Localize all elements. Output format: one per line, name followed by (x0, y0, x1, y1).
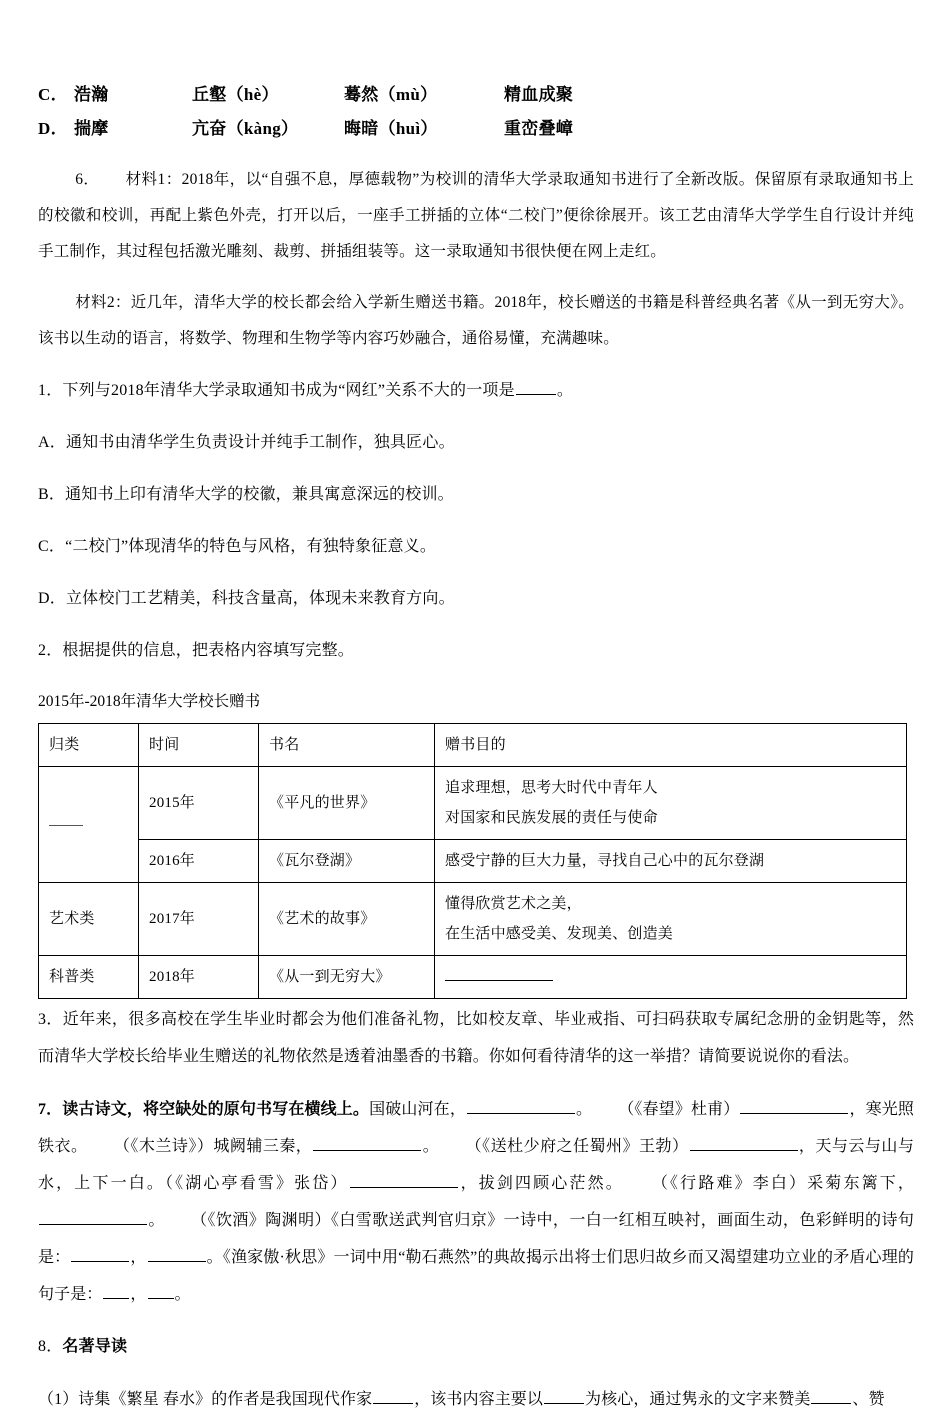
goal-line: 懂得欣赏艺术之美， (445, 896, 582, 912)
option-c-col3: 蓦然（mù） (344, 85, 438, 104)
option-d-col3: 晦暗（huì） (344, 119, 438, 138)
table-row (39, 883, 907, 956)
fill-in-blank[interactable] (148, 1247, 206, 1262)
inline-text: 为核心，通过隽永的文字来赞美 (585, 1391, 811, 1408)
fill-in-blank[interactable] (71, 1247, 129, 1262)
inline-text: 国破山河在， (369, 1101, 466, 1118)
table-row (39, 840, 907, 883)
inline-text: ， (130, 1249, 147, 1266)
goal-line: 对国家和民族发展的责任与使命 (445, 810, 658, 826)
q6-material-2 (38, 285, 914, 357)
q6-choice-a-label: A． (38, 434, 66, 451)
q6-sub1-answer-blank[interactable] (516, 380, 556, 395)
fill-in-blank[interactable] (313, 1136, 421, 1151)
q6-sub2-stem: 2．根据提供的信息，把表格内容填写完整。 (38, 642, 355, 659)
fill-in-blank[interactable] (373, 1389, 413, 1404)
inline-text: （《行路难》李白）采菊东篱下， (649, 1175, 914, 1192)
option-d-col1: 揣摩 (74, 119, 109, 138)
inline-text: （1）诗集《繁星 春水》的作者是我国现代作家 (38, 1391, 373, 1408)
table-cell-goal-blank[interactable] (435, 956, 907, 999)
q8-sub1 (38, 1381, 914, 1418)
gift-table-caption: 2015年-2018年清华大学校长赠书 (38, 693, 261, 710)
q6-material-1-text: 材料1：2018年，以“自强不息，厚德载物”为校训的清华大学录取通知书进行了全新改版。保留原有录取通知书上的校徽和校训，再配上紫色外壳，打开以后，一座手工拼插的立体“二校门”便徐徐展开。该工艺由清华大学学生自行设计并纯手工制作，其过程包括激光雕刻、裁剪、拼插组装等。这一录取通知书很快便在网上走红。 (38, 170, 914, 260)
q6-sub1-choice-c (38, 529, 914, 565)
table-row (39, 956, 907, 999)
inline-text: （《春望》杜甫） (618, 1101, 740, 1118)
option-d-col4: 重峦叠嶂 (504, 119, 574, 138)
fill-in-blank[interactable] (811, 1389, 851, 1404)
inline-text: ，该书内容主要以 (414, 1391, 544, 1408)
table-cell-book: 《艺术的故事》 (259, 883, 435, 956)
option-d-label: D． (38, 119, 68, 138)
q6-choice-d-text: 立体校门工艺精美，科技含量高，体现未来教育方向。 (65, 590, 455, 607)
option-c-col2: 丘壑（hè） (192, 85, 279, 104)
inline-text: （《饮酒》陶渊明）《白雪歌送武判官归京》一诗中，一白一红相互映衬，画面生动，色彩鲜明的诗句是： (38, 1212, 914, 1266)
option-c-label: C． (38, 85, 68, 104)
table-row (39, 767, 907, 840)
q8-sub1-segments (38, 1391, 885, 1408)
options-block (38, 78, 914, 146)
category-blank-underline (49, 825, 83, 826)
table-cell-time: 2018年 (139, 956, 259, 999)
q6-sub1-choice-d (38, 581, 914, 617)
inline-text: 。 (575, 1101, 593, 1118)
table-cell-goal: 感受宁静的巨大力量，寻找自己心中的瓦尔登湖 (435, 840, 907, 883)
inline-text: 。 (148, 1212, 165, 1229)
table-cell-category: 艺术类 (39, 883, 139, 956)
fill-in-blank[interactable] (467, 1099, 575, 1114)
inline-text: ，寒光照铁衣。 (38, 1101, 914, 1155)
fill-in-blank[interactable] (740, 1099, 848, 1114)
q8-title: 名著导读 (62, 1338, 128, 1355)
table-cell-time: 2016年 (139, 840, 259, 883)
q6-choice-c-text: “二校门”体现清华的特色与风格，有独特象征意义。 (65, 538, 437, 555)
table-cell-time: 2015年 (139, 767, 259, 840)
goal-line: 追求理想，思考大时代中青年人 (445, 780, 658, 796)
table-header-time: 时间 (139, 724, 259, 767)
q8-number: 8． (38, 1338, 63, 1355)
q7-title: 读古诗文，将空缺处的原句书写在横线上。 (62, 1101, 370, 1118)
table-cell-category-blank[interactable] (39, 767, 139, 883)
q6-choice-b-label: B． (38, 486, 66, 503)
table-header-goal: 赠书目的 (435, 724, 907, 767)
inline-text: ，天与云与山与水，上下一白。（《湖心亭看雪》张岱） (38, 1138, 914, 1192)
q7-number: 7． (38, 1101, 63, 1118)
q7-body (38, 1091, 914, 1313)
fill-in-blank[interactable] (148, 1284, 174, 1299)
table-cell-goal (435, 883, 907, 956)
question-8 (38, 1329, 914, 1418)
fill-in-blank[interactable] (690, 1136, 798, 1151)
option-row-d (38, 112, 914, 146)
fill-in-blank[interactable] (39, 1210, 147, 1225)
q6-material-2-text: 材料2：近几年，清华大学的校长都会给入学新生赠送书籍。2018年，校长赠送的书籍是科普经典名著《从一到无穷大》。该书以生动的语言，将数学、物理和生物学等内容巧妙融合，通俗易懂，充满趣味。 (38, 294, 914, 347)
table-header-book: 书名 (259, 724, 435, 767)
table-cell-book: 《从一到无穷大》 (259, 956, 435, 999)
goal-line: 在生活中感受美、发现美、创造美 (445, 926, 674, 942)
option-c-col1: 浩瀚 (74, 85, 109, 104)
q6-sub1-choice-a (38, 425, 914, 461)
inline-text: 、赞 (852, 1391, 885, 1408)
q6-material-1 (38, 162, 914, 270)
table-cell-category: 科普类 (39, 956, 139, 999)
fill-in-blank[interactable] (544, 1389, 584, 1404)
inline-text: 。 (422, 1138, 440, 1155)
fill-in-blank[interactable] (103, 1284, 129, 1299)
option-c-col4: 精血成聚 (504, 85, 574, 104)
table-header-row (39, 724, 907, 767)
q7-segments (38, 1101, 914, 1303)
q6-choice-a-text: 通知书由清华学生负责设计并纯手工制作，独具匠心。 (65, 434, 455, 451)
inline-text: （《送杜少府之任蜀州》王勃） (465, 1138, 689, 1155)
q6-sub1-choice-b (38, 477, 914, 513)
q6-sub3: 3．近年来，很多高校在学生毕业时都会为他们准备礼物，比如校友章、毕业戒指、可扫码获取专属纪念册的金钥匙等，然而清华大学校长给毕业生赠送的礼物依然是透着油墨香的书籍。你如何看待清华的这一举措？请简要说说你的看法。 (38, 1011, 914, 1065)
q6-choice-b-text: 通知书上印有清华大学的校徽，兼具寓意深远的校训。 (65, 486, 454, 503)
question-7 (38, 1091, 914, 1313)
option-d-col2: 亢奋（kàng） (192, 119, 299, 138)
q6-sub1-stem-before: 1．下列与2018年清华大学录取通知书成为“网红”关系不大的一项是 (38, 382, 515, 399)
question-6 (38, 162, 914, 1076)
inline-text: ，拔剑四顾心茫然。 (458, 1175, 624, 1192)
q6-sub1-stem-after: 。 (556, 382, 574, 399)
q6-number: 6． (75, 170, 100, 188)
table-cell-book: 《平凡的世界》 (259, 767, 435, 840)
q6-choice-d-label: D． (38, 590, 66, 607)
inline-text: （《木兰诗》）城阙辅三秦， (113, 1138, 313, 1155)
q6-sub1-stem (38, 373, 914, 409)
q6-choice-c-label: C． (38, 538, 66, 555)
option-row-c (38, 78, 914, 112)
inline-text: ， (130, 1286, 147, 1303)
inline-text: 。 (174, 1286, 191, 1303)
table-cell-book: 《瓦尔登湖》 (259, 840, 435, 883)
fill-in-blank[interactable] (350, 1173, 458, 1188)
table-cell-goal (435, 767, 907, 840)
table-cell-time: 2017年 (139, 883, 259, 956)
gift-table (38, 723, 907, 999)
q8-heading (38, 1329, 914, 1365)
table-header-category: 归类 (39, 724, 139, 767)
goal-blank-underline (445, 967, 553, 981)
inline-text: 。《渔家傲·秋思》一词中用“勒石燕然”的典故揭示出将士们思归故乡而又渴望建功立业的矛盾心理的句子是： (38, 1249, 914, 1303)
